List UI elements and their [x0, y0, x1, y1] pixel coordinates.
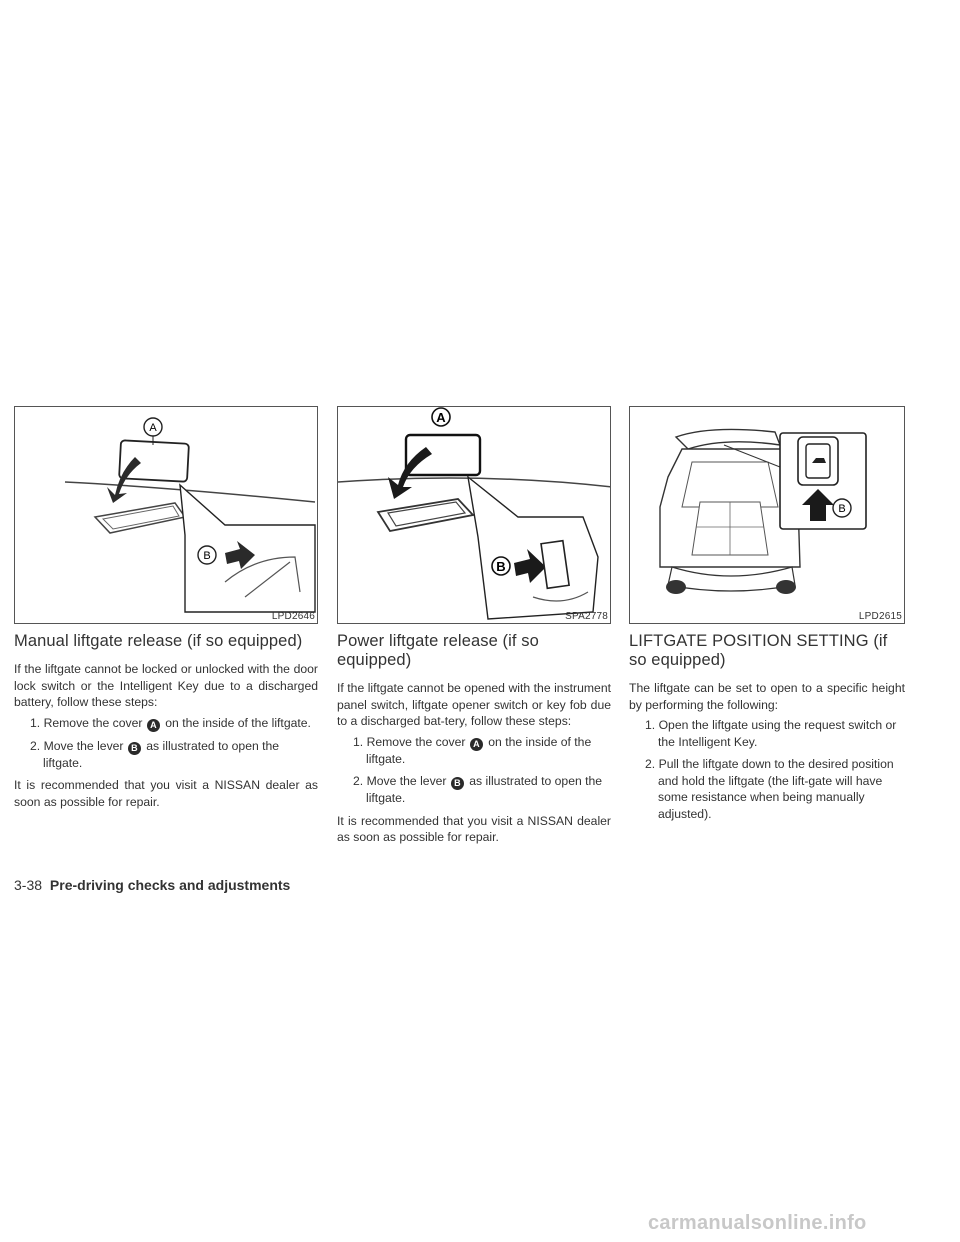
callout-b-badge: B [451, 777, 464, 790]
callout-a-badge: A [470, 738, 483, 751]
list-item: 1. Remove the cover A on the inside of the liftgate. [353, 734, 592, 766]
figure-code: LPD2615 [858, 611, 902, 622]
figure-power-release [337, 406, 611, 624]
figure-manual-release [14, 406, 318, 624]
list-item: 1. Open the liftgate using the request switch or the Intelligent Key. [645, 718, 897, 749]
power-liftgate-cover-illustration [338, 407, 611, 624]
section-heading: LIFTGATE POSITION SETTING (if so equipped) [629, 632, 888, 669]
intro-text: If the liftgate cannot be locked or unlocked with the door lock switch or the Intelligent Key due to a discharged battery, follow these steps: [14, 662, 318, 709]
watermark: carmanualsonline.info [648, 1212, 867, 1234]
section-position-setting [629, 406, 905, 828]
section-heading: Manual liftgate release (if so equipped) [14, 632, 303, 650]
section-manual-release [14, 406, 318, 814]
callout-a-badge: A [147, 719, 160, 732]
liftgate-cover-illustration [15, 407, 318, 624]
section-heading: Power liftgate release (if so equipped) [337, 632, 539, 669]
figure-position-setting [629, 406, 905, 624]
callout-b-label: B [496, 559, 506, 574]
note-text: It is recommended that you visit a NISSAN dealer as soon as possible for repair. [14, 778, 318, 809]
list-item: 2. Move the lever B as illustrated to open the liftgate. [353, 774, 603, 805]
callout-b-badge: B [128, 742, 141, 755]
callout-a-label: A [436, 410, 446, 425]
list-item: 1. Remove the cover A on the inside of the liftgate. [30, 715, 311, 730]
section-power-release [337, 406, 611, 850]
callout-b-label: B [203, 550, 211, 562]
list-item: 2. Pull the liftgate down to the desired position and hold the liftgate (the lift-gate will have some resistance when being manually adjusted). [645, 757, 894, 821]
page-number: 3-38 [14, 877, 43, 893]
callout-a-label: A [149, 422, 157, 434]
open-liftgate-vehicle-illustration [630, 407, 905, 624]
callout-b-label: B [838, 503, 846, 515]
page-footer [14, 877, 290, 893]
figure-code: LPD2646 [271, 611, 315, 622]
intro-text: The liftgate can be set to open to a specific height by performing the following: [629, 681, 905, 712]
steps-list [14, 715, 318, 772]
section-title: Pre-driving checks and adjustments [49, 877, 291, 893]
steps-list [337, 734, 611, 807]
intro-text: If the liftgate cannot be opened with the instrument panel switch, liftgate opener switch or key fob due to a discharged bat-tery, follow these steps: [337, 681, 611, 728]
list-item: 2. Move the lever B as illustrated to open the liftgate. [30, 738, 280, 770]
figure-code: SPA2778 [565, 611, 608, 622]
note-text: It is recommended that you visit a NISSAN dealer as soon as possible for repair. [337, 813, 611, 844]
steps-list [629, 717, 905, 822]
